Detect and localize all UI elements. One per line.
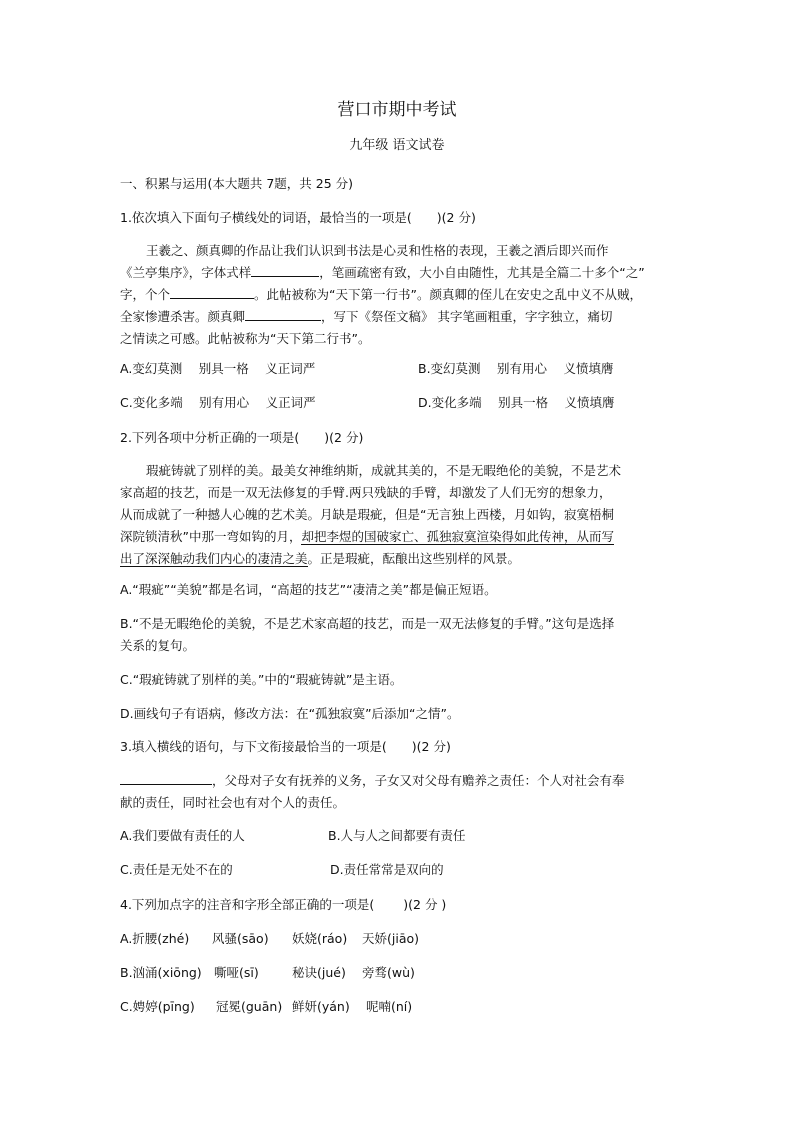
q4-option-c-item: 冠冕(guān): [216, 999, 283, 1014]
q3-passage-line: 献的责任，同时社会也有对个人的责任。: [120, 795, 346, 810]
q1-text: 全家惨遭杀害。颜真卿: [120, 309, 246, 324]
q1-passage-line: [120, 287, 642, 303]
q2-option-a: A.“瑕疵”“美貌”都是名词，“高超的技艺”“凄清之美”都是偏正短语。: [120, 582, 497, 597]
q1-text: 字，个个: [120, 287, 171, 302]
q3-option-d: D.责任常常是双向的: [330, 862, 444, 877]
q2-stem: 2.下列各项中分析正确的一项是( )(2 分): [120, 430, 364, 445]
q4-option-a-item: 风骚(sāo): [212, 931, 269, 946]
q4-stem: 4.下列加点字的注音和字形全部正确的一项是( )(2 分 ): [120, 897, 447, 912]
q4-option-c-item: 鲜妍(yán): [292, 999, 350, 1014]
q1-passage-line: 之情读之可感。此帖被称为“天下第二行书”。: [120, 331, 371, 346]
fill-blank: [120, 773, 212, 785]
exam-subtitle: 九年级 语文试卷: [349, 138, 445, 153]
q1-passage-line: [120, 309, 613, 325]
q3-option-a: A.我们要做有责任的人: [120, 828, 245, 843]
q3-stem: 3.填入横线的语句，与下文衔接最恰当的一项是( )(2 分): [120, 739, 451, 754]
q4-option-a-item: A.折腰(zhé): [120, 931, 190, 946]
underlined-sentence: 出了深深触动我们内心的凄清之美: [120, 551, 308, 566]
q4-option-c-item: C.娉婷(pīng): [120, 999, 195, 1014]
q3-option-c: C.责任是无处不在的: [120, 862, 233, 877]
q1-passage-line: 王羲之、颜真卿的作品让我们认识到书法是心灵和性格的表现，王羲之酒后即兴而作: [146, 243, 609, 258]
q2-text: 深院锁清秋”中那一弯如钩的月，: [120, 529, 302, 544]
section-heading: 一、积累与运用(本大题共 7题，共 25 分): [120, 176, 354, 191]
q1-text: ，写下《祭侄文稿》 其字笔画粗重，字字独立，痛切: [321, 309, 613, 324]
q2-option-b: B.“不是无暇绝伦的美貌，不是艺术家高超的技艺，而是一双无法修复的手臂。”这句是选择: [120, 616, 615, 631]
q4-option-b-item: 旁骛(wù): [362, 965, 415, 980]
q2-passage-line: [120, 529, 614, 545]
q4-option-c-item: 呢喃(ní): [366, 999, 413, 1014]
q1-option-c: C.变化多端 别有用心 义正词严: [120, 395, 316, 410]
q4-option-a-item: 妖娆(ráo): [292, 931, 348, 946]
q1-text: 。此帖被称为“天下第一行书”。颜真卿的侄儿在安史之乱中义不从贼，: [254, 287, 642, 302]
q1-option-a: A.变幻莫测 别具一格 义正词严: [120, 361, 316, 376]
q1-stem: 1.依次填入下面句子横线处的词语，最恰当的一项是( )(2 分): [120, 210, 476, 225]
q1-text: 《兰亭集序》，字体式样: [120, 265, 252, 280]
q1-option-b: B.变幻莫测 别有用心 义愤填膺: [418, 361, 614, 376]
q3-text: ，父母对子女有抚养的义务，子女又对父母有赡养之责任：个人对社会有奉: [212, 773, 625, 788]
q2-passage-line: [120, 551, 520, 567]
q2-text: 。正是瑕疵，酝酿出这些别样的风景。: [307, 551, 521, 566]
q4-option-b-item: 秘诀(jué): [292, 965, 346, 980]
q1-option-d: D.变化多端 别具一格 义愤填膺: [418, 395, 615, 410]
underlined-sentence: 却把李煜的国破家亡、孤独寂寞渲染得如此传神，从而写: [301, 529, 614, 544]
q2-option-c: C.“瑕疵铸就了别样的美。”中的“瑕疵铸就”是主语。: [120, 672, 403, 687]
fill-blank: [245, 309, 321, 321]
q2-option-b-cont: 关系的复句。: [120, 638, 196, 653]
q4-option-a-item: 天娇(jiāo): [362, 931, 420, 946]
fill-blank: [170, 287, 254, 299]
q3-option-b: B.人与人之间都要有责任: [328, 828, 466, 843]
q3-passage-line: [120, 773, 625, 789]
q4-option-b-item: B.汹涌(xiōng): [120, 965, 202, 980]
exam-title: 营口市期中考试: [337, 100, 457, 120]
q2-passage-line: 家高超的技艺，而是一双无法修复的手臂.两只残缺的手臂，却激发了人们无穷的想象力，: [120, 485, 612, 500]
fill-blank: [251, 265, 319, 277]
q1-text: ，笔画疏密有致，大小自由随性，尤其是全篇二十多个“之”: [319, 265, 645, 280]
q1-passage-line: [120, 265, 645, 281]
q4-option-b-item: 嘶哑(sī): [214, 965, 259, 980]
q2-passage-line: 瑕疵铸就了别样的美。最美女神维纳斯，成就其美的，不是无暇绝伦的美貌，不是艺术: [146, 463, 622, 478]
q2-option-d: D.画线句子有语病，修改方法：在“孤独寂寞”后添加“之情”。: [120, 706, 460, 721]
q2-passage-line: 从而成就了一种撼人心魄的艺术美。月缺是瑕疵，但是“无言独上西楼，月如钩，寂寞梧桐: [120, 507, 614, 522]
